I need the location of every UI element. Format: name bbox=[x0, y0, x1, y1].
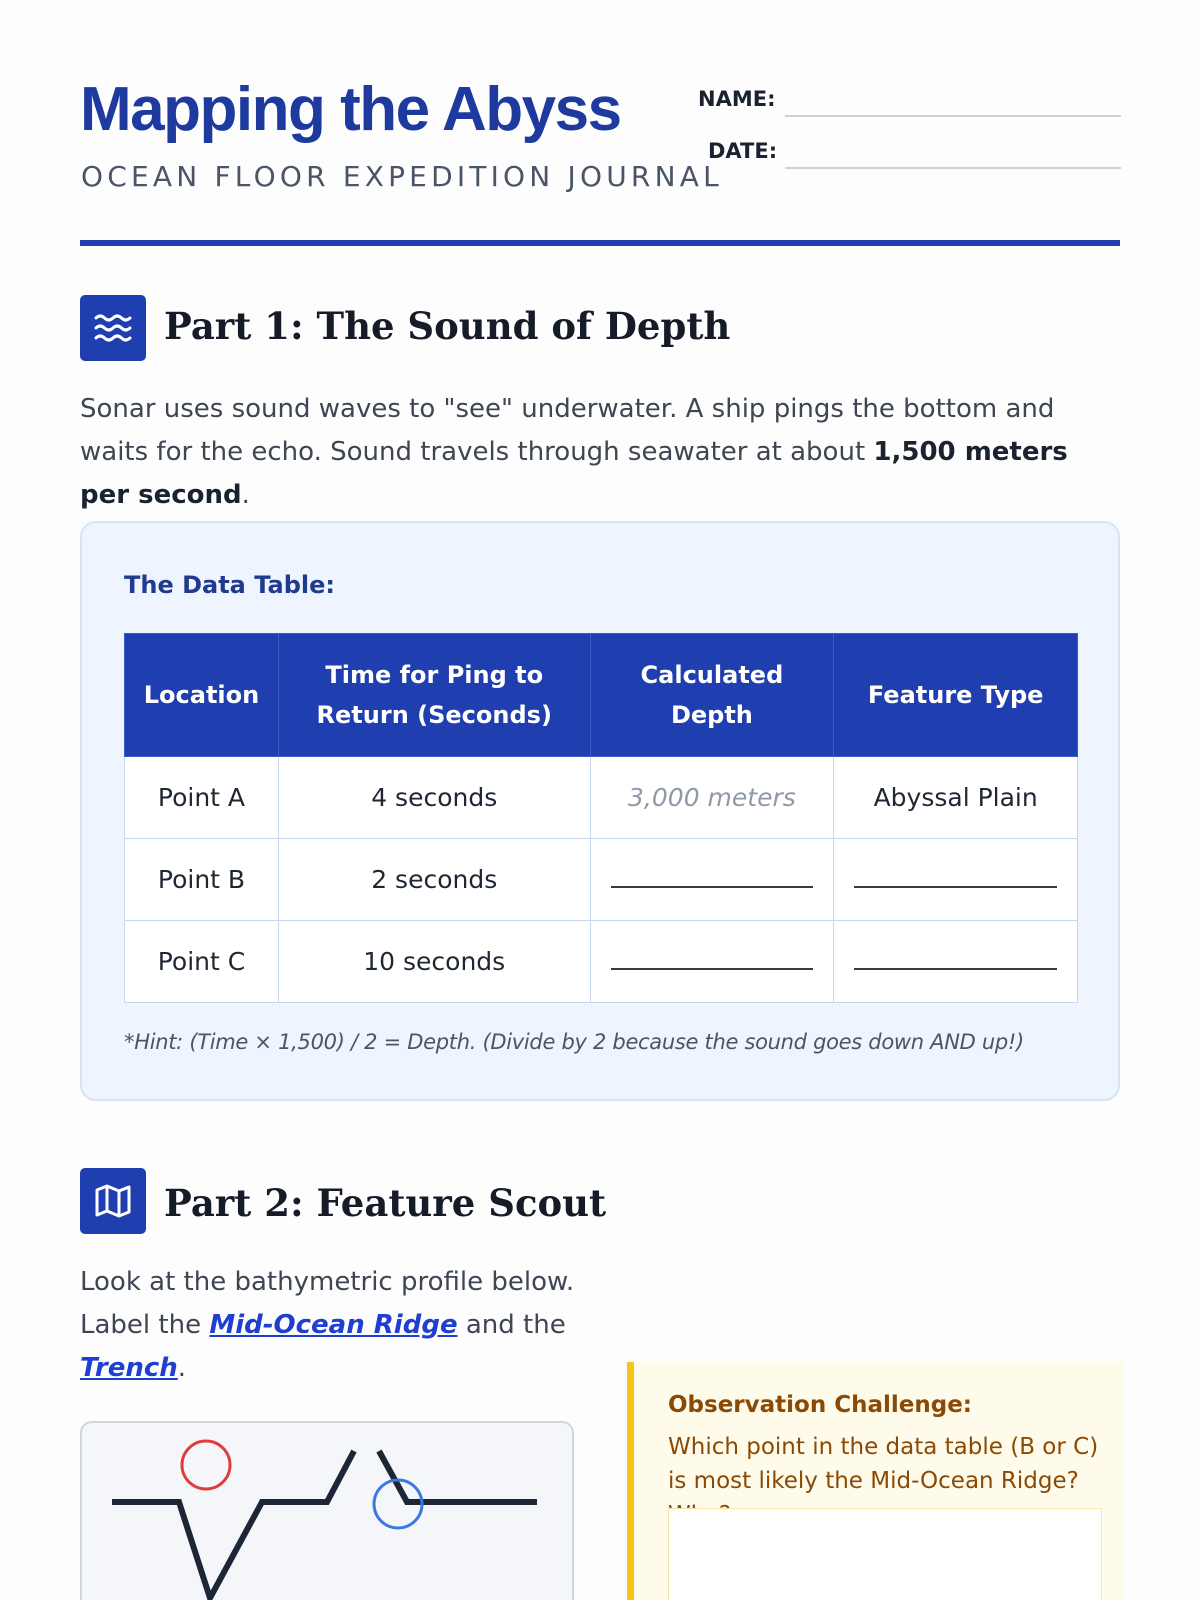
table-header-row bbox=[125, 634, 1078, 757]
time-cell: 10 seconds bbox=[278, 921, 590, 1003]
column-header: Calculated Depth bbox=[590, 634, 834, 757]
challenge-title: Observation Challenge: bbox=[668, 1392, 972, 1418]
part2-instructions bbox=[80, 1261, 620, 1390]
depth-answer-cell[interactable] bbox=[590, 839, 834, 921]
table-row bbox=[125, 921, 1078, 1003]
column-header: Feature Type bbox=[834, 634, 1078, 757]
seafloor-profile-line bbox=[112, 1451, 354, 1598]
page-subtitle: OCEAN FLOOR EXPEDITION JOURNAL bbox=[81, 160, 723, 193]
data-table-panel bbox=[80, 521, 1120, 1101]
instruction-line bbox=[80, 1347, 620, 1390]
location-cell: Point A bbox=[125, 757, 279, 839]
date-field[interactable] bbox=[785, 167, 1121, 169]
profile-diagram bbox=[82, 1423, 574, 1600]
depth-cell: 3,000 meters bbox=[590, 757, 834, 839]
intro-end: . bbox=[241, 480, 250, 510]
time-cell: 4 seconds bbox=[278, 757, 590, 839]
speed-of-sound: 1,500 meters per second bbox=[80, 437, 1068, 510]
column-header: Time for Ping to Return (Seconds) bbox=[278, 634, 590, 757]
bathymetric-profile bbox=[80, 1421, 574, 1600]
depth-hint: *Hint: (Time × 1,500) / 2 = Depth. (Divide by 2 because the sound goes down AND up!) bbox=[124, 1030, 1024, 1054]
header-divider bbox=[80, 240, 1120, 246]
date-label: DATE: bbox=[708, 139, 778, 163]
feature-answer-cell[interactable] bbox=[834, 839, 1078, 921]
feature-blank[interactable] bbox=[854, 874, 1057, 888]
table-row bbox=[125, 839, 1078, 921]
name-label: NAME: bbox=[698, 87, 776, 111]
waves-icon bbox=[80, 295, 146, 361]
instruction-text: and the bbox=[457, 1310, 566, 1340]
column-header: Location bbox=[125, 634, 279, 757]
location-cell: Point C bbox=[125, 921, 279, 1003]
challenge-question: Which point in the data table (B or C) is most likely the Mid-Ocean Ridge? bbox=[668, 1434, 1099, 1494]
page-title: Mapping the Abyss bbox=[80, 75, 621, 144]
instruction-line bbox=[80, 1304, 620, 1347]
trench-marker-circle[interactable] bbox=[182, 1441, 230, 1489]
seafloor-profile-line-right bbox=[379, 1451, 537, 1502]
feature-cell: Abyssal Plain bbox=[834, 757, 1078, 839]
instruction-line: Look at the bathymetric profile below. bbox=[80, 1267, 575, 1297]
part1-title: Part 1: The Sound of Depth bbox=[164, 304, 731, 348]
data-table bbox=[124, 633, 1078, 1003]
observation-challenge bbox=[627, 1362, 1123, 1600]
feature-answer-cell[interactable] bbox=[834, 921, 1078, 1003]
instruction-text: Label the bbox=[80, 1310, 210, 1340]
depth-blank[interactable] bbox=[611, 874, 814, 888]
instruction-text: . bbox=[177, 1353, 187, 1383]
mid-ocean-ridge-link[interactable]: Mid-Ocean Ridge bbox=[209, 1310, 458, 1340]
table-row bbox=[125, 757, 1078, 839]
location-cell: Point B bbox=[125, 839, 279, 921]
data-table-title: The Data Table: bbox=[124, 571, 335, 599]
trench-link[interactable]: Trench bbox=[80, 1353, 178, 1383]
part1-intro bbox=[80, 388, 1125, 517]
challenge-answer-box[interactable] bbox=[668, 1508, 1102, 1600]
depth-blank[interactable] bbox=[611, 956, 814, 970]
depth-answer-cell[interactable] bbox=[590, 921, 834, 1003]
part2-title: Part 2: Feature Scout bbox=[164, 1181, 607, 1225]
name-field[interactable] bbox=[785, 115, 1121, 117]
feature-blank[interactable] bbox=[854, 956, 1057, 970]
map-icon bbox=[80, 1168, 146, 1234]
time-cell: 2 seconds bbox=[278, 839, 590, 921]
intro-text: Sonar uses sound waves to "see" underwater. A ship pings the bottom and waits for the echo. Sound travels through seawater at about bbox=[80, 394, 1055, 467]
